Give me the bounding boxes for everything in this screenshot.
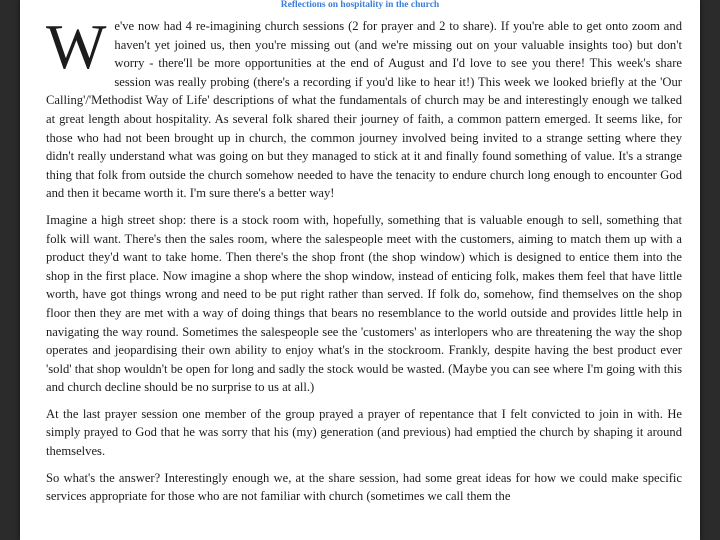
article-paragraph-3: At the last prayer session one member of the group prayed a prayer of repentance that I felt convicted to join in with. He simply prayed to God that he was sorry that his (my) generation (and previous) had emptied the church by shaping it around themselves. xyxy=(46,406,682,459)
article-paragraph-4: So what's the answer? Interestingly enough we, at the share session, had some great ideas for how we could make specific services appropriate for those who are not familiar with church (sometimes we call them the xyxy=(46,470,682,504)
article-paragraph-1 xyxy=(46,11,682,203)
article-paragraph-2: Imagine a high street shop: there is a stock room with, hopefully, something that is valuable enough to sell, something that folk will want. There's then the sales room, where the salespeople meet with the customers, aiming to match them up with a product they'd want to take home. Then there's the shop front (the shop window) which is designed to entice them into the shop in the first place. Now imagine a shop where the shop window, instead of enticing folk, makes them feel that have little worth, have got things wrong and need to be put right rather than served. If folk do, somehow, find themselves on the shop floor then they are met with a way of doing things that bears no resemblance to the world outside and provides little help in navigating the way round. Sometimes the salespeople see the 'customers' as interlopers who are threatening the way the shop operates and jeopardising their own ability to enjoy what's in the stockroom. Frankly, despite having the best product ever 'sold' that shop wouldn't be open for long and sadly the stock would be wasted. (Maybe you can see where I'm going with this and church decline should be no surprise to us at all.) xyxy=(46,212,682,395)
paragraph-1-text: e've now had 4 re-imagining church sessions (2 for prayer and 2 to share). If you're able to get onto zoom and haven't yet joined us, then you're missing out (and we're missing out on your valuable insights too) but don't worry - there'll be more opportunities at the end of August and I'd love to see you there! This week's share session was really probing (there's a recording if you'd like to hear it!) This week we looked briefly at the 'Our Calling'/'Methodist Way of Life' descriptions of what the fundamentals of church may be and interestingly enough we talked at great length about hospitality. As several folk shared their journey of faith, a common pattern emerged. It seems like, for those who had not been brought up in church, the common journey involved being invited to a strange setting where they didn't really understand what was going on but they managed to stick at it and finally found something of value. It's a strange thing that folk from outside the church somehow needed to have the tenacity to endure church long enough to encounter God and then it became worth it. I'm sure there's a better way! xyxy=(46,19,682,201)
article-heading: Reflections on hospitality in the church xyxy=(280,0,440,10)
drop-cap: W xyxy=(46,11,107,82)
article-body xyxy=(20,11,700,506)
document-page xyxy=(20,0,700,540)
